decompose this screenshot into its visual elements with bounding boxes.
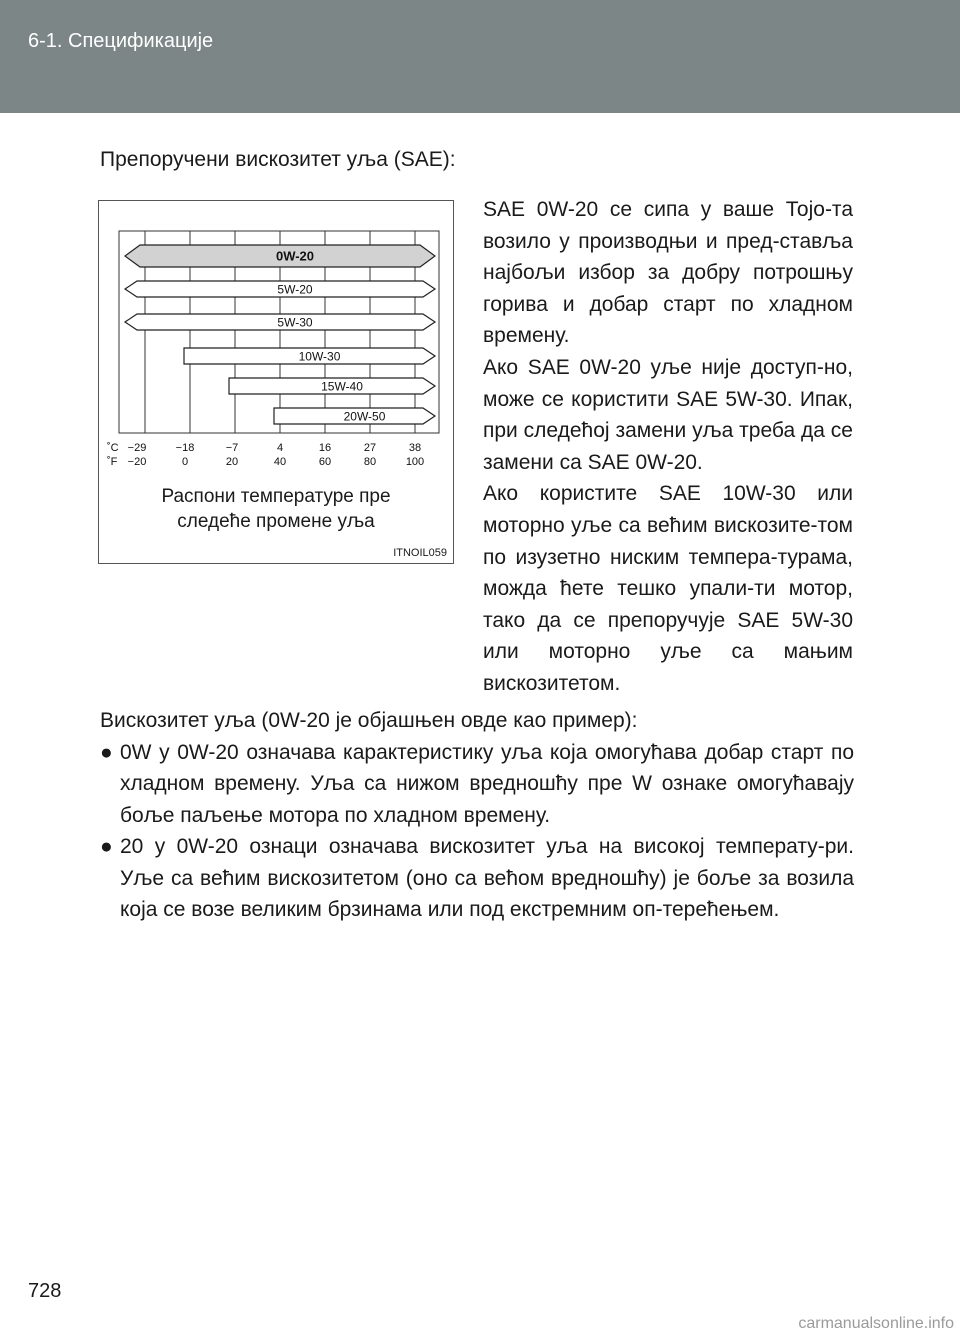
oil-viscosity-figure (98, 200, 454, 564)
fahrenheit-tick-4: 60 (318, 456, 332, 468)
bullet-dot: ● (100, 835, 113, 858)
bullet-item-2 (100, 831, 854, 926)
side-text (483, 194, 853, 700)
fahrenheit-tick-3: 40 (273, 456, 287, 468)
bullet-item-1 (100, 737, 854, 832)
celsius-tick-3: 4 (276, 442, 284, 454)
range-label-10W-30: 10W-30 (298, 349, 341, 364)
intro-text: Препоручени вискозитет уља (SAE): (100, 148, 456, 171)
caption-line-1: Распони температуре пре (161, 486, 391, 507)
fahrenheit-tick-5: 80 (363, 456, 377, 468)
bullet-text-2: 20 у 0W-20 ознаци означава вискозитет уља на високој температу-ри. Уље са већим вискозитетом (оно са већом вредношћу) је боље за возила која се возе великим брзинама или под екстремним оп-терећењем. (120, 835, 854, 921)
celsius-tick-0: −29 (127, 442, 147, 454)
watermark: carmanualsonline.info (798, 1315, 954, 1332)
range-label-0W-20: 0W-20 (275, 248, 315, 264)
range-label-20W-50: 20W-50 (343, 409, 386, 424)
celsius-tick-2: −7 (225, 442, 239, 454)
body-text (100, 705, 854, 926)
celsius-tick-6: 38 (408, 442, 422, 454)
fahrenheit-tick-2: 20 (225, 456, 239, 468)
celsius-tick-1: −18 (175, 442, 195, 454)
body-heading: Вискозитет уља (0W-20 је објашњен овде као пример): (100, 709, 638, 732)
fahrenheit-unit-label: ˚F (107, 456, 118, 468)
header-bar (0, 0, 960, 113)
side-paragraph-3: Ако користите SAE 10W-30 или моторно уље са већим вискозите-том по изузетно ниским темпера-турама, можда ћете тешко упали-ти мотор, тако да се препоручује SAE 5W-30 или моторно уље са мањим вискозитетом. (483, 482, 853, 695)
range-label-5W-20: 5W-20 (277, 282, 313, 297)
figure-caption (99, 484, 453, 534)
page-number: 728 (28, 1280, 62, 1302)
caption-line-2: следеће промене уља (177, 511, 375, 532)
bullet-dot: ● (100, 740, 113, 764)
range-label-15W-40: 15W-40 (321, 379, 363, 394)
side-paragraph-1: SAE 0W-20 се сипа у ваше Тојо-та возило у производњи и пред-ставља најбољи избор за добру потрошњу горива и добар старт по хладном времену. (483, 198, 853, 348)
celsius-unit-label: ˚C (107, 442, 119, 454)
bullet-text-1: 0W у 0W-20 означава карактеристику уља која омогућава добар старт по хладном времену. Уља са нижом вредношћу пре W ознаке омогућавају боље паљење мотора по хладном времену. (120, 740, 854, 827)
viscosity-chart (99, 201, 455, 481)
fahrenheit-tick-0: −20 (127, 456, 147, 468)
section-title: 6-1. Спецификације (28, 30, 214, 52)
figure-code: ITNOIL059 (393, 547, 447, 559)
celsius-tick-5: 27 (363, 442, 377, 454)
celsius-tick-4: 16 (318, 442, 332, 454)
range-label-5W-30: 5W-30 (277, 315, 313, 330)
fahrenheit-tick-6: 100 (405, 456, 425, 468)
side-paragraph-2: Ако SAE 0W-20 уље није доступ-но, може се користити SAE 5W-30. Ипак, при следећој замени уља треба да се замени са SAE 0W-20. (483, 355, 853, 474)
fahrenheit-tick-1: 0 (181, 456, 189, 468)
